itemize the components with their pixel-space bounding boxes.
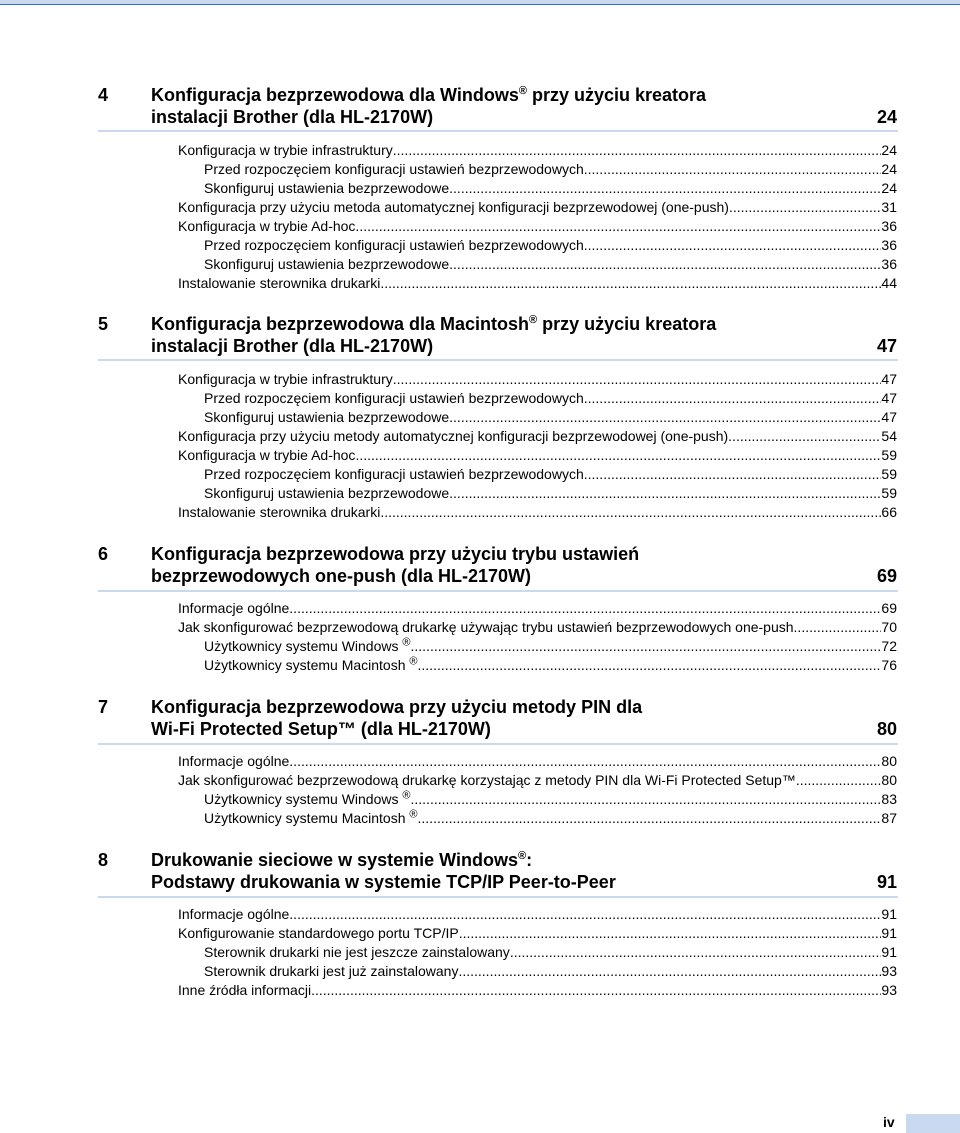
page-number: iv xyxy=(883,1114,895,1130)
toc-entry[interactable]: Przed rozpoczęciem konfiguracji ustawień bezprzewodowych ..... 59 xyxy=(204,465,897,484)
toc-entry[interactable]: Przed rozpoczęciem konfiguracji ustawień bezprzewodowych ..... 24 xyxy=(204,160,897,179)
chapter-title[interactable]: Konfiguracja bezprzewodowa przy użyciu trybu ustawień bezprzewodowych one-push (dla HL-2170W) 69 xyxy=(151,544,897,586)
chapter-page: 69 xyxy=(876,566,897,586)
toc-entry[interactable]: Informacje ogólne ..... 91 xyxy=(178,905,897,924)
toc-entry[interactable]: Skonfiguruj ustawienia bezprzewodowe ..... 24 xyxy=(204,179,897,198)
chapter-title[interactable]: Konfiguracja bezprzewodowa przy użyciu metody PIN dla Wi-Fi Protected Setup™ (dla HL-2170W) 80 xyxy=(151,697,897,739)
toc-entry[interactable]: Jak skonfigurować bezprzewodową drukarkę używając trybu ustawień bezprzewodowych one-push ..... 70 xyxy=(178,618,897,637)
registered-mark: ® xyxy=(409,808,418,821)
toc-entry[interactable]: Przed rozpoczęciem konfiguracji ustawień bezprzewodowych ..... 47 xyxy=(204,389,897,408)
toc-entry[interactable]: Użytkownicy systemu Macintosh ® ..... 87 xyxy=(204,809,897,828)
toc-entry[interactable]: Przed rozpoczęciem konfiguracji ustawień bezprzewodowych ..... 36 xyxy=(204,236,897,255)
toc-entry[interactable]: Sterownik drukarki nie jest jeszcze zainstalowany ..... 91 xyxy=(204,943,897,962)
top-accent-line xyxy=(0,4,960,5)
chapter-rule xyxy=(98,130,898,132)
chapter-page: 80 xyxy=(876,719,897,739)
chapter-number: 4 xyxy=(98,85,109,105)
toc-entry[interactable]: Konfiguracja w trybie Ad-hoc. ..... 36 xyxy=(178,217,897,236)
registered-mark: ® xyxy=(409,655,418,668)
chapter-rule xyxy=(98,896,898,898)
registered-mark: ® xyxy=(529,314,538,326)
toc-entry[interactable]: Skonfiguruj ustawienia bezprzewodowe ..... 59 xyxy=(204,484,897,503)
toc-entry[interactable]: Jak skonfigurować bezprzewodową drukarkę korzystając z metody PIN dla Wi-Fi Protected Setup™ ..... 80 xyxy=(178,771,897,790)
toc-entry[interactable]: Użytkownicy systemu Macintosh ® ..... 76 xyxy=(204,656,897,675)
toc-entry[interactable]: Konfiguracja w trybie infrastruktury ..... 24 xyxy=(178,141,897,160)
toc-entry[interactable]: Inne źródła informacji ..... 93 xyxy=(178,981,897,1000)
toc-entry[interactable]: Użytkownicy systemu Windows ® ..... 72 xyxy=(204,637,897,656)
toc-entry[interactable]: Skonfiguruj ustawienia bezprzewodowe ..... 47 xyxy=(204,408,897,427)
toc-entry[interactable]: Konfiguracja w trybie Ad-hoc ..... 59 xyxy=(178,446,897,465)
chapter-page: 47 xyxy=(876,336,897,356)
chapter-page: 91 xyxy=(876,872,897,892)
toc-entry[interactable]: Informacje ogólne ..... 80 xyxy=(178,752,897,771)
toc-entry[interactable]: Sterownik drukarki jest już zainstalowany ..... 93 xyxy=(204,962,897,981)
chapter-number: 8 xyxy=(98,850,109,870)
registered-mark: ® xyxy=(518,85,527,97)
chapter-rule xyxy=(98,743,898,745)
toc-entry[interactable]: Instalowanie sterownika drukarki ..... 66 xyxy=(178,503,897,522)
chapter-page: 24 xyxy=(876,107,897,127)
toc-entry[interactable]: Skonfiguruj ustawienia bezprzewodowe ..... 36 xyxy=(204,255,897,274)
toc-entry[interactable]: Konfiguracja w trybie infrastruktury ..... 47 xyxy=(178,370,897,389)
registered-mark: ® xyxy=(402,789,411,802)
toc-entry[interactable]: Konfigurowanie standardowego portu TCP/IP ..... 91 xyxy=(178,924,897,943)
toc-entry[interactable]: Instalowanie sterownika drukarki ..... 44 xyxy=(178,274,897,293)
toc-entry[interactable]: Informacje ogólne ..... 69 xyxy=(178,599,897,618)
registered-mark: ® xyxy=(402,636,411,649)
chapter-number: 6 xyxy=(98,544,109,564)
toc-entry[interactable]: Konfiguracja przy użyciu metoda automatycznej konfiguracji bezprzewodowej (one-push) ..... 31 xyxy=(178,198,897,217)
chapter-title[interactable]: Drukowanie sieciowe w systemie Windows®: Podstawy drukowania w systemie TCP/IP Peer-to-Peer 91 xyxy=(151,850,897,892)
chapter-number: 7 xyxy=(98,697,109,717)
toc-entry[interactable]: Użytkownicy systemu Windows ® ..... 83 xyxy=(204,790,897,809)
registered-mark: ® xyxy=(517,850,527,862)
toc-entry[interactable]: Konfiguracja przy użyciu metody automatycznej konfiguracji bezprzewodowej (one-push) ..... 54 xyxy=(178,427,897,446)
chapter-title[interactable]: Konfiguracja bezprzewodowa dla Windows® przy użyciu kreatora instalacji Brother (dla HL-2170W) 24 xyxy=(151,85,897,127)
chapter-title[interactable]: Konfiguracja bezprzewodowa dla Macintosh® przy użyciu kreatora instalacji Brother (dla HL-2170W) 47 xyxy=(151,314,897,356)
page-footer-bar xyxy=(906,1114,960,1133)
chapter-rule xyxy=(98,359,898,361)
chapter-rule xyxy=(98,590,898,592)
chapter-number: 5 xyxy=(98,314,109,334)
